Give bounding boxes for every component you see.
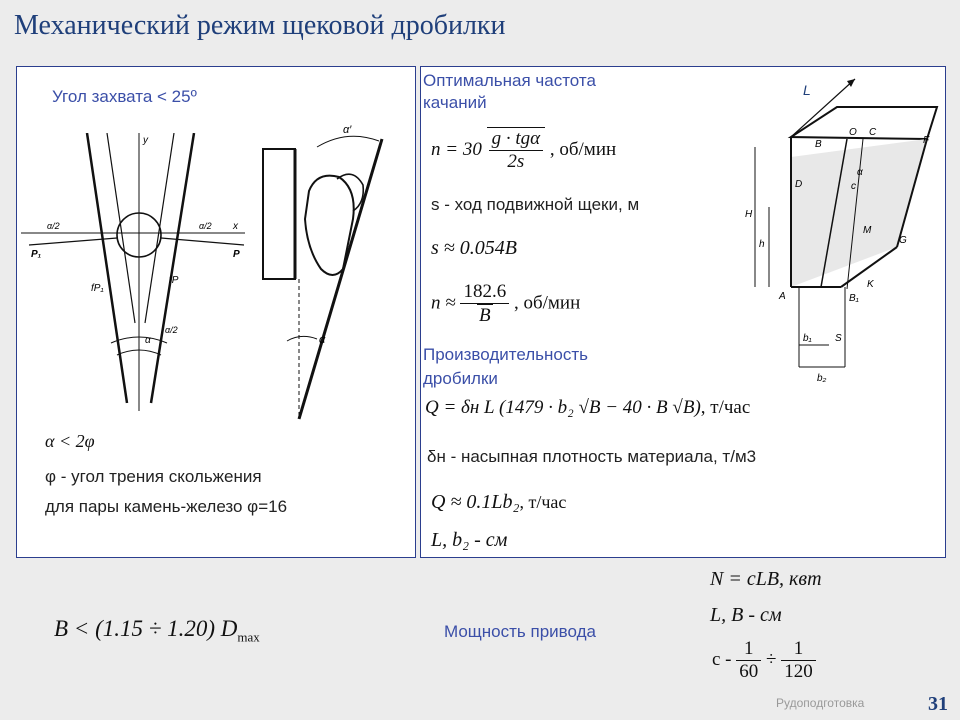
q-unit: , т/час: [700, 397, 751, 418]
q-approx: Q ≈ 0.1Lb₂: [431, 491, 520, 513]
q-approx-unit: , т/час: [519, 492, 567, 512]
label-H: H: [745, 209, 753, 220]
label-p1: P₁: [31, 249, 42, 260]
label-b1: b₁: [803, 333, 812, 344]
capture-angle-heading: Угол захвата < 25º: [52, 87, 197, 106]
label-b2: b₂: [817, 373, 827, 384]
formula-n-num: g · tgα: [489, 128, 544, 151]
delta-description: δн - насыпная плотность материала, т/м3: [427, 447, 757, 466]
label-C: C: [869, 127, 877, 138]
c-div: ÷: [766, 648, 777, 670]
right-jaw-outer: [151, 133, 194, 403]
page-number: 31: [928, 693, 948, 715]
label-half-bottom: α/2: [165, 325, 178, 335]
b-formula-sub: max: [237, 629, 260, 645]
left-panel: [16, 66, 416, 558]
condition-alpha: α < 2φ: [45, 431, 95, 451]
label-half-right: α/2: [199, 221, 212, 231]
label-M: M: [863, 225, 872, 236]
n-approx: [431, 281, 580, 327]
label-y: y: [143, 135, 148, 146]
label-A: A: [779, 291, 786, 302]
q-approx-row: [431, 491, 566, 514]
label-B1: B₁: [849, 293, 859, 304]
page-title: Механический режим щековой дробилки: [14, 10, 506, 41]
stone-wedge-figure: [247, 119, 413, 437]
formula-n: [431, 127, 616, 173]
footer-label: Рудоподготовка: [776, 696, 865, 710]
label-alpha: α: [145, 335, 151, 346]
n-approx-den: B: [479, 305, 491, 326]
label-alpha-fig3: α: [857, 167, 863, 178]
label-L: L: [803, 82, 811, 98]
crusher-chamber-figure: [737, 77, 941, 397]
label-O: O: [849, 127, 857, 138]
label-p: P: [233, 249, 240, 260]
q-formula: Q = δн L (1479 · b₂ √B − 40 · B √B): [425, 397, 701, 418]
label-x: x: [233, 221, 238, 232]
condition-pair: для пары камень-железо φ=16: [45, 497, 288, 516]
s-description: s - ход подвижной щеки, м: [431, 195, 640, 214]
prod-heading-1: Производительность: [423, 345, 589, 364]
c-f1-den: 60: [739, 661, 759, 682]
c-f1-num: 1: [736, 638, 761, 661]
label-G: G: [899, 235, 907, 246]
label-c: c: [851, 181, 856, 192]
label-alpha-prime: α′: [343, 124, 352, 136]
label-h: h: [759, 239, 765, 250]
label-B: B: [815, 139, 822, 150]
c-formula: [712, 638, 816, 683]
c-f2-den: 120: [784, 661, 813, 682]
formula-n-unit: , об/мин: [549, 138, 617, 160]
label-fp1: fP₁: [91, 283, 104, 294]
c-f2-num: 1: [781, 638, 816, 661]
right-panel: [420, 66, 946, 558]
label-F: F: [923, 135, 930, 146]
n-power-formula: N = cLB, квт: [710, 568, 822, 590]
s-approx: s ≈ 0.054B: [431, 237, 517, 259]
b-formula: B < (1.15 ÷ 1.20) D: [54, 616, 238, 641]
n-approx-lhs: n ≈: [431, 292, 456, 314]
crusher-jaw-figure: [19, 133, 247, 413]
c-prefix: c -: [712, 648, 732, 670]
label-D: D: [795, 179, 803, 190]
n-approx-num: 182.6: [460, 281, 509, 304]
label-S: S: [835, 333, 842, 344]
label-fp: fP: [169, 275, 179, 286]
label-half-left: α/2: [47, 221, 60, 231]
freq-heading-2: качаний: [423, 93, 487, 112]
force-p: [161, 238, 244, 245]
formula-n-sqrt: [487, 127, 546, 173]
q-formula-row: [425, 397, 750, 419]
prod-heading-2: дробилки: [423, 369, 498, 388]
freq-heading-1: Оптимальная частота: [423, 71, 596, 90]
condition-phi: φ - угол трения скольжения: [45, 467, 262, 486]
n-approx-unit: , об/мин: [513, 292, 581, 314]
power-label: Мощность привода: [444, 622, 596, 641]
label-alpha-wedge: α: [319, 334, 326, 346]
lb-cm-units: L, B - см: [710, 604, 782, 626]
formula-n-den: 2s: [507, 151, 525, 172]
formula-n-lhs: n = 30: [431, 138, 482, 160]
lb-units: L, b₂ - см: [431, 529, 508, 551]
b-formula-row: [54, 616, 260, 646]
left-jaw-outer: [87, 133, 127, 403]
label-K: K: [867, 279, 874, 290]
